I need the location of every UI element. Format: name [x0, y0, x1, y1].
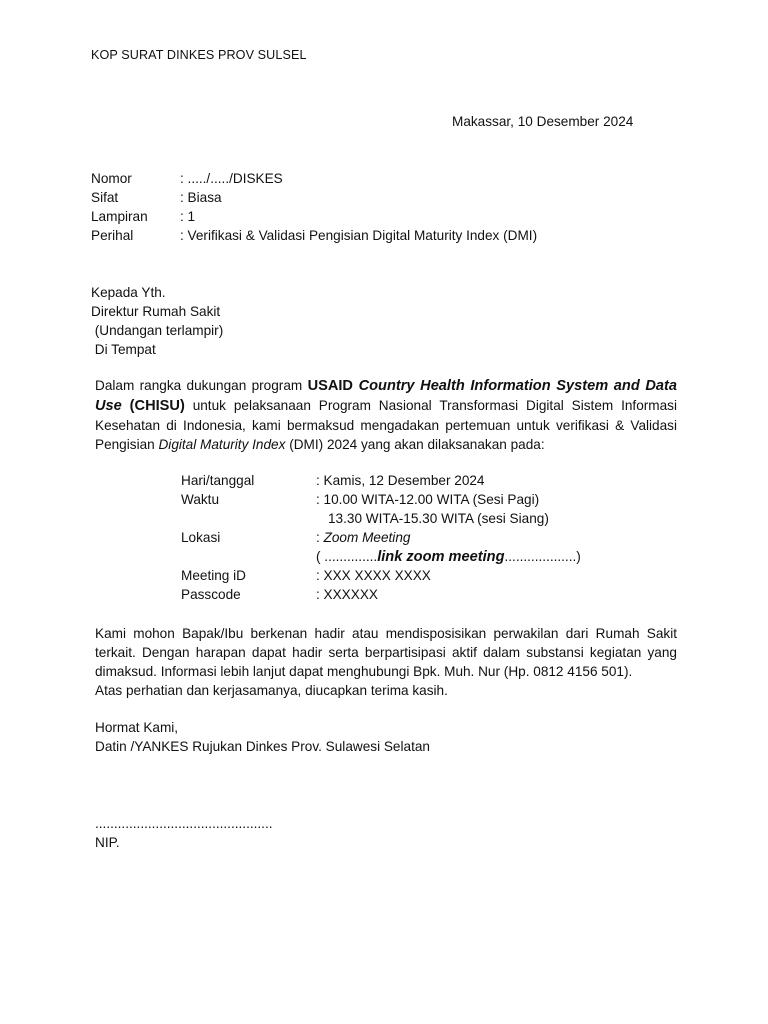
closing-block [95, 718, 430, 756]
thanks-text: Atas perhatian dan kerjasamanya, diucapkan terima kasih. [95, 683, 448, 698]
link-open: ( .............. [316, 549, 378, 564]
meta-label: Perihal [91, 228, 134, 243]
addressee-line: Di Tempat [91, 342, 156, 357]
location-prefix: : [316, 530, 324, 545]
detail-value: 13.30 WITA-15.30 WITA (sesi Siang) [328, 511, 549, 526]
usaid-label: USAID [307, 378, 359, 394]
detail-row-meeting-id [181, 566, 581, 585]
detail-value: : XXXXXX [316, 587, 378, 602]
request-text: Kami mohon Bapak/Ibu berkenan hadir atau mendisposisikan perwakilan dari Rumah Sakit terkait. Dengan harapan dapat hadir serta berpartisipasi aktif dalam substansi kegiatan yang dimaksud. Informasi lebih lanjut dapat menghubungi Bpk. Muh. Nur (Hp. 0812 4156 501). [95, 626, 677, 679]
detail-value: : XXX XXXX XXXX [316, 568, 431, 583]
request-paragraph [95, 624, 677, 700]
detail-label: Passcode [181, 587, 241, 602]
detail-label-empty [181, 547, 316, 566]
closing-greeting: Hormat Kami, [95, 720, 179, 735]
detail-row-link [181, 547, 581, 566]
meta-row-lampiran [91, 207, 537, 226]
addressee-block [91, 283, 223, 359]
meta-value: : 1 [180, 209, 196, 224]
detail-value: : Kamis, 12 Desember 2024 [316, 473, 485, 488]
meta-label: Lampiran [91, 209, 148, 224]
place-date: Makassar, 10 Desember 2024 [452, 114, 634, 129]
meta-value: : Biasa [180, 190, 222, 205]
meta-label: Sifat [91, 190, 119, 205]
meeting-details [181, 471, 581, 604]
detail-row-day [181, 471, 581, 490]
intro-text-1: Dalam rangka dukungan program [95, 378, 308, 393]
detail-label: Lokasi [181, 530, 221, 545]
detail-row-time-2 [181, 509, 581, 528]
intro-text-2: untuk pelaksanaan Program Nasional Transformasi Digital Sistem Informasi Kesehatan di Indonesia, kami bermaksud mengadakan pertemuan untuk verifikasi & Validasi Pengisian [95, 398, 677, 452]
detail-row-passcode [181, 585, 581, 604]
meta-value: : ...../...../DISKES [180, 171, 283, 186]
meta-row-nomor [91, 169, 537, 188]
link-text[interactable]: link zoom meeting [377, 549, 505, 565]
link-close: ...................) [504, 549, 581, 564]
detail-label: Waktu [181, 492, 220, 507]
letter-meta [91, 169, 537, 245]
program-name: Country Health Information System and Data Use [95, 378, 677, 414]
detail-label: Meeting iD [181, 568, 246, 583]
closing-sender: Datin /YANKES Rujukan Dinkes Prov. Sulawesi Selatan [95, 739, 430, 754]
signature-block [95, 814, 273, 852]
location-value: Zoom Meeting [323, 530, 411, 545]
detail-row-time [181, 490, 581, 509]
meta-label: Nomor [91, 171, 132, 186]
detail-row-location [181, 528, 581, 547]
signature-line: ............................................... [95, 816, 273, 831]
letterhead: KOP SURAT DINKES PROV SULSEL [91, 48, 307, 62]
detail-value [316, 528, 410, 547]
intro-text-3: (DMI) 2024 yang akan dilaksanakan pada: [285, 437, 545, 452]
zoom-link[interactable] [316, 547, 581, 566]
dmi-label: Digital Maturity Index [158, 437, 286, 452]
chisu-label: (CHISU) [129, 398, 185, 414]
detail-label: Hari/tanggal [181, 473, 255, 488]
addressee-line: Direktur Rumah Sakit [91, 304, 221, 319]
meta-row-perihal [91, 226, 537, 245]
meta-value: : Verifikasi & Validasi Pengisian Digital Maturity Index (DMI) [180, 228, 538, 243]
nip-label: NIP. [95, 835, 120, 850]
intro-paragraph [95, 376, 677, 454]
detail-value: : 10.00 WITA-12.00 WITA (Sesi Pagi) [316, 492, 540, 507]
addressee-line: Kepada Yth. [91, 285, 166, 300]
addressee-line: (Undangan terlampir) [91, 323, 224, 338]
meta-row-sifat [91, 188, 537, 207]
